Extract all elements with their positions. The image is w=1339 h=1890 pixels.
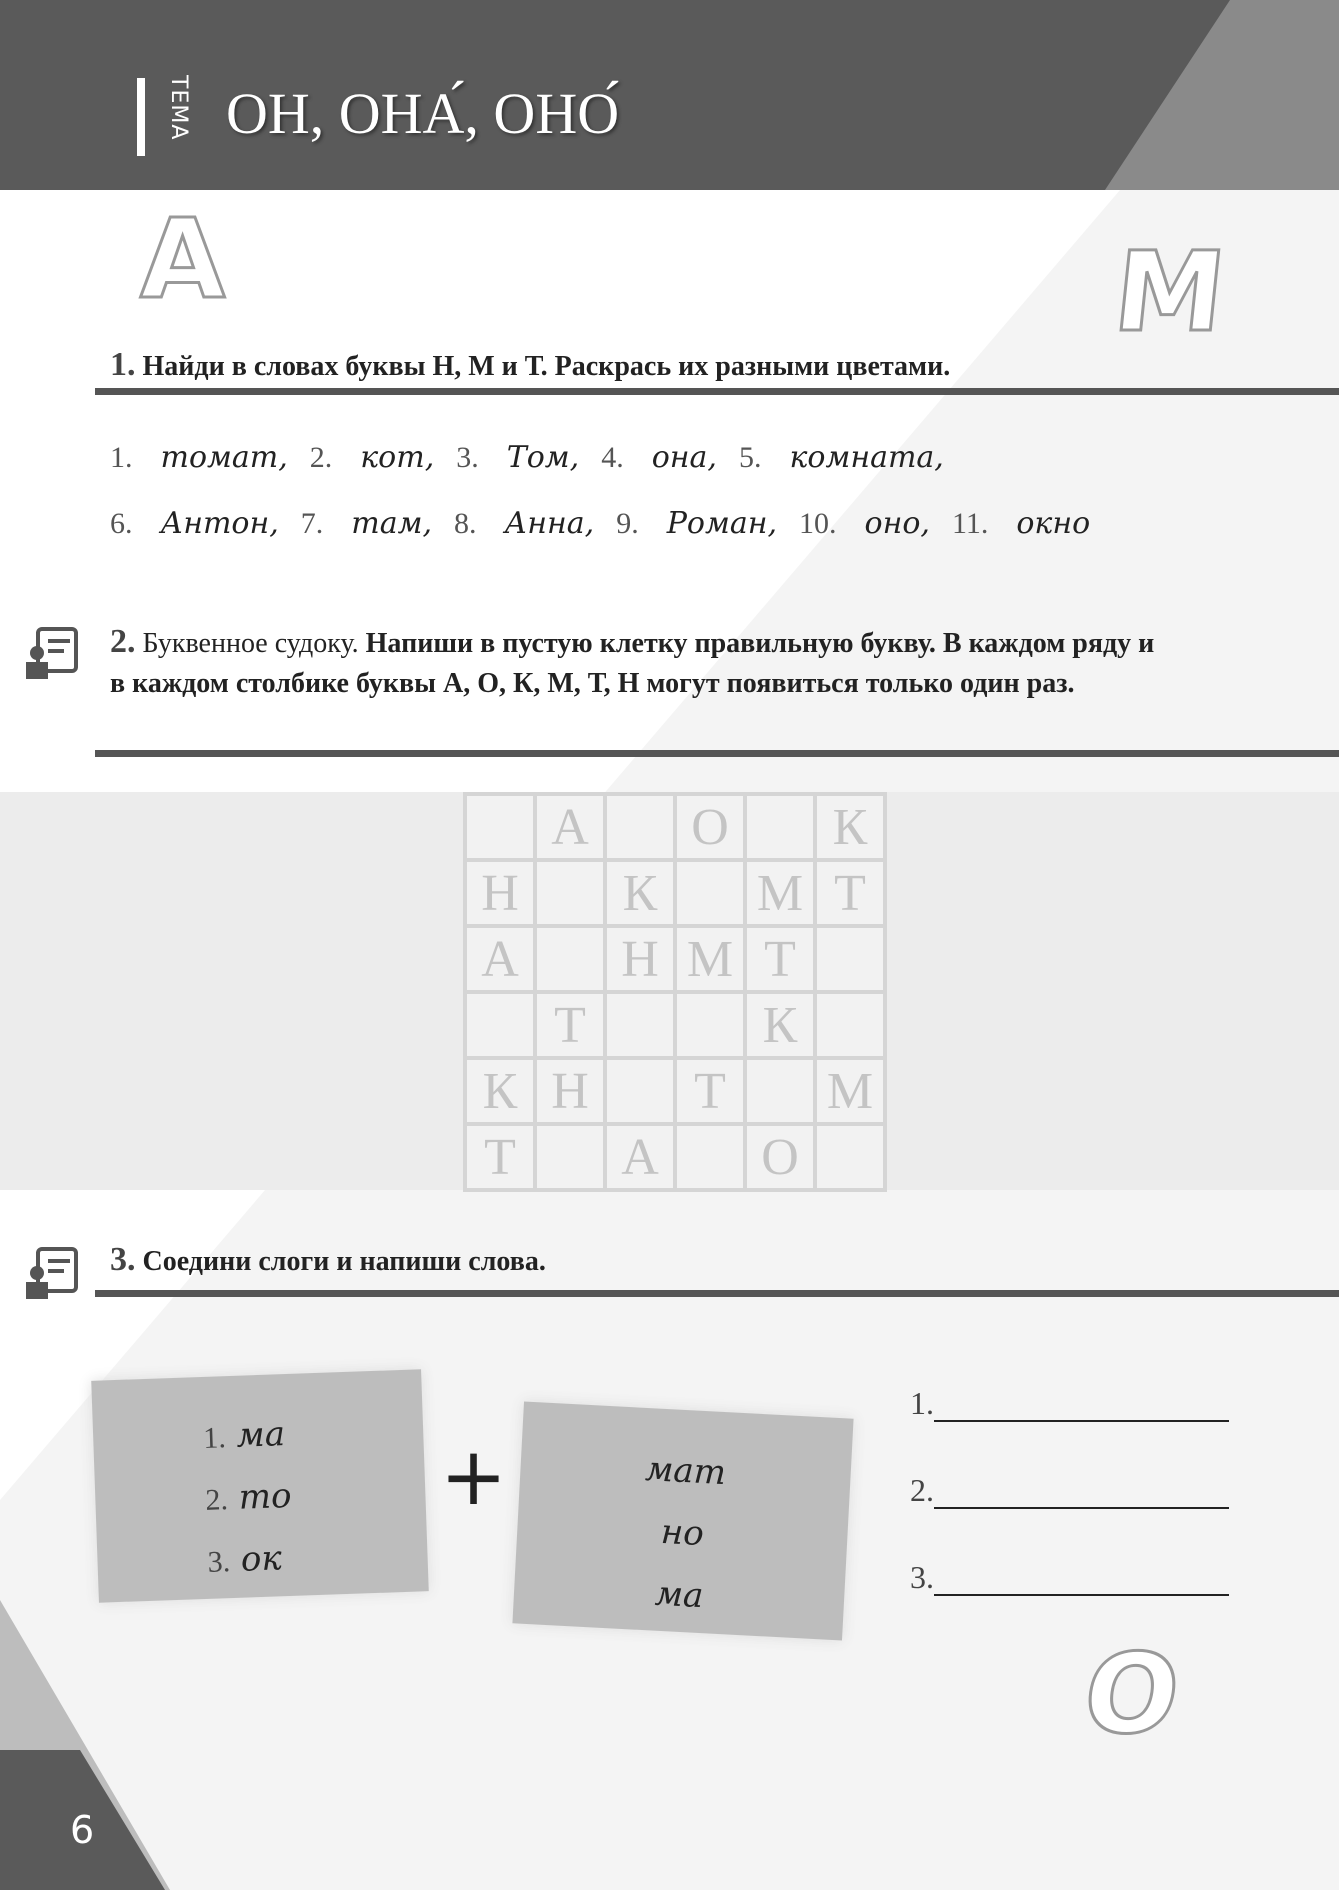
decor-letter-a: А (140, 195, 226, 323)
syllable-number: 2. (204, 1483, 229, 1517)
sudoku-cell: О (747, 1126, 813, 1188)
answer-number: 3. (910, 1559, 934, 1595)
word: Анна, (504, 506, 595, 541)
sudoku-cell: К (467, 1060, 533, 1122)
sudoku-cell: К (817, 796, 883, 858)
word-number: 11. (951, 507, 989, 540)
task3-heading (110, 1240, 1170, 1282)
sudoku-cell: М (677, 928, 743, 990)
syllable: ма (653, 1573, 705, 1617)
page-title: ОН, ОНА́, ОНО́ (226, 81, 620, 146)
task-number: 1. (110, 346, 136, 383)
syllable: ма (235, 1414, 286, 1456)
word-list-row-1 (110, 440, 966, 475)
sudoku-cell: О (677, 796, 743, 858)
word: комната, (789, 440, 944, 475)
divider (95, 388, 1339, 395)
syllable: то (238, 1475, 293, 1518)
task-number: 2. (110, 623, 136, 660)
syllable: ок (240, 1538, 283, 1580)
sudoku-cell[interactable] (677, 1126, 743, 1188)
syllable-card-right (512, 1402, 853, 1641)
page-number: 6 (70, 1808, 95, 1852)
sudoku-cell: Т (537, 994, 603, 1056)
letter-sudoku-grid (463, 792, 887, 1192)
word: Антон, (160, 506, 279, 541)
answer-line-3[interactable] (910, 1559, 1229, 1596)
sudoku-cell: Н (537, 1060, 603, 1122)
sudoku-cell[interactable] (607, 1060, 673, 1122)
word: окно (1016, 506, 1091, 541)
syllable-item (204, 1461, 426, 1531)
sudoku-cell: Т (747, 928, 813, 990)
word: Роман, (666, 506, 778, 541)
sudoku-cell: А (607, 1126, 673, 1188)
task-lead: Буквенное судоку. (142, 628, 359, 659)
task1-heading (110, 345, 1170, 387)
task-text: Напиши в пустую клетку правильную букву. В каждом ряду и в каждом столбике буквы А, О, К, М, Т, Н могут появиться только один раз. (110, 628, 1155, 699)
sudoku-cell: М (817, 1060, 883, 1122)
sudoku-cell: Н (467, 862, 533, 924)
syllable: но (659, 1511, 705, 1555)
tema-label: ТЕМА (166, 75, 191, 141)
word-number: 5. (738, 441, 762, 474)
word-number: 3. (456, 441, 479, 474)
word: томат, (160, 440, 288, 475)
decor-letter-m: М (1108, 228, 1232, 356)
sudoku-cell[interactable] (677, 862, 743, 924)
sudoku-cell[interactable] (677, 994, 743, 1056)
sudoku-cell[interactable] (537, 928, 603, 990)
sudoku-cell[interactable] (607, 796, 673, 858)
task-text: Соедини слоги и напиши слова. (142, 1246, 546, 1277)
word-number: 7. (300, 507, 324, 540)
syllable-number: 3. (207, 1545, 231, 1579)
task-text: Найди в словах буквы Н, М и Т. Раскрась их разными цветами. (142, 351, 951, 382)
teacher-board-icon (24, 625, 80, 681)
sudoku-cell[interactable] (607, 994, 673, 1056)
sudoku-cell[interactable] (817, 994, 883, 1056)
word: кот, (360, 440, 435, 475)
sudoku-cell[interactable] (467, 796, 533, 858)
answer-line-2[interactable] (910, 1472, 1229, 1509)
syllable-item (202, 1399, 424, 1469)
word: оно, (864, 506, 930, 541)
sudoku-cell: Т (467, 1126, 533, 1188)
sudoku-cell: К (607, 862, 673, 924)
syllable: мат (644, 1448, 727, 1494)
sudoku-cell: М (747, 862, 813, 924)
answer-number: 1. (910, 1385, 934, 1421)
sudoku-cell: Т (817, 862, 883, 924)
word-number: 9. (616, 507, 639, 540)
word-number: 1. (110, 441, 133, 474)
sudoku-cell[interactable] (467, 994, 533, 1056)
teacher-board-icon (24, 1245, 80, 1301)
sudoku-cell[interactable] (747, 1060, 813, 1122)
word-list-row-2 (110, 506, 1112, 541)
word-number: 8. (454, 507, 477, 540)
sudoku-cell[interactable] (537, 862, 603, 924)
answer-line-1[interactable] (910, 1385, 1229, 1422)
word: Том, (506, 440, 580, 475)
word-number: 10. (799, 507, 837, 540)
sudoku-cell: Н (607, 928, 673, 990)
word: она, (651, 440, 717, 475)
task2-heading (110, 622, 1170, 704)
task-number: 3. (110, 1241, 136, 1278)
plus-sign: + (440, 1430, 508, 1523)
divider (95, 750, 1339, 757)
sudoku-cell[interactable] (817, 1126, 883, 1188)
sudoku-cell[interactable] (537, 1126, 603, 1188)
sudoku-cell: А (467, 928, 533, 990)
answer-number: 2. (910, 1472, 934, 1508)
sudoku-cell[interactable] (817, 928, 883, 990)
word: там, (351, 506, 433, 541)
sudoku-cell: А (537, 796, 603, 858)
word-number: 2. (309, 441, 333, 474)
sudoku-cell[interactable] (747, 796, 813, 858)
word-number: 6. (110, 507, 133, 540)
sudoku-cell: Т (677, 1060, 743, 1122)
title-bar-accent (137, 78, 145, 156)
word-number: 4. (601, 441, 624, 474)
decor-letter-o: О (1076, 1630, 1188, 1758)
divider (95, 1290, 1339, 1297)
syllable-card-left (91, 1369, 429, 1602)
syllable-number: 1. (202, 1421, 227, 1455)
syllable-item (207, 1523, 429, 1593)
sudoku-cell: К (747, 994, 813, 1056)
